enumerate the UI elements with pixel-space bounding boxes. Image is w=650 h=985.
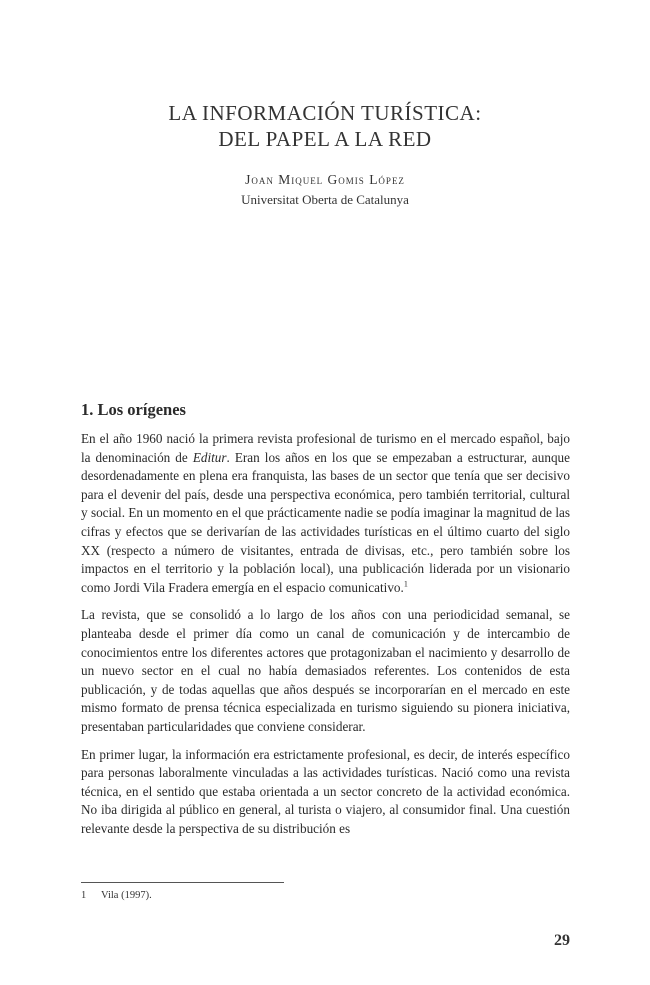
- title-line-1: LA INFORMACIÓN TURÍSTICA:: [168, 101, 482, 125]
- footnote-reference: 1: [403, 579, 408, 589]
- author-name: Joan Miquel Gomis López: [245, 172, 405, 187]
- title-line-2: DEL PAPEL A LA RED: [218, 127, 432, 151]
- publication-name: Editur: [192, 449, 227, 465]
- footnote-number: 1: [81, 890, 87, 901]
- page-number: 29: [554, 932, 570, 949]
- footnote-text: Vila (1997).: [101, 890, 152, 901]
- footnote: [81, 890, 152, 901]
- section-heading: 1. Los orígenes: [81, 400, 186, 419]
- author-affiliation: Universitat Oberta de Catalunya: [241, 192, 409, 207]
- body-text: [81, 430, 570, 847]
- chapter-title: [0, 100, 650, 152]
- footnote-divider: [81, 882, 284, 883]
- paragraph-1: En el año 1960 nació la primera revista profesional de turismo en el mercado español, bajo la denominación de Editur. Eran los años en los que se empezaban a estructurar, aunque desordenadamente en plena era franquista, las bases de un sector que tenía que ser decisivo para el devenir del país, desde una perspectiva económica, pero también territorial, cultural y social. En un momento en el que prácticamente nadie se podía imaginar la magnitud de las cifras y efectos que se derivarían de las actividades turísticas en el último cuarto del siglo XX (respecto a número de visitantes, entrada de divisas, etc., pero también sobre los impactos en el territorio y la población local), una publicación liderada por un visionario como Jordi Vila Fradera emergía en el espacio comunicativo.$^1$: [81, 431, 571, 595]
- paragraph-2: La revista, que se consolidó a lo largo de los años con una periodicidad semanal, se planteaba desde el primer día como un canal de comunicación y de intercambio de conocimientos entre los diferentes actores que protagonizaban el nacimiento y desarrollo de un nuevo sector en el cual no había demasiados referentes. Los contenidos de esta publicación, y de todas aquellas que años después se incorporarían en el mercado en este mismo formato de prensa técnica especializada en turismo siguiendo su pionera iniciativa, presentaban particularidades que conviene considerar.: [81, 607, 570, 734]
- paragraph-3: En primer lugar, la información era estrictamente profesional, es decir, de interés específico para personas laboralmente vinculadas a las actividades turísticas. Nació como una revista técnica, en el sentido que estaba orientada a un sector concreto de la actividad económica. No iba dirigida al público en general, al turista o viajero, al consumidor final. Una cuestión relevante desde la perspectiva de su distribución es: [81, 746, 570, 836]
